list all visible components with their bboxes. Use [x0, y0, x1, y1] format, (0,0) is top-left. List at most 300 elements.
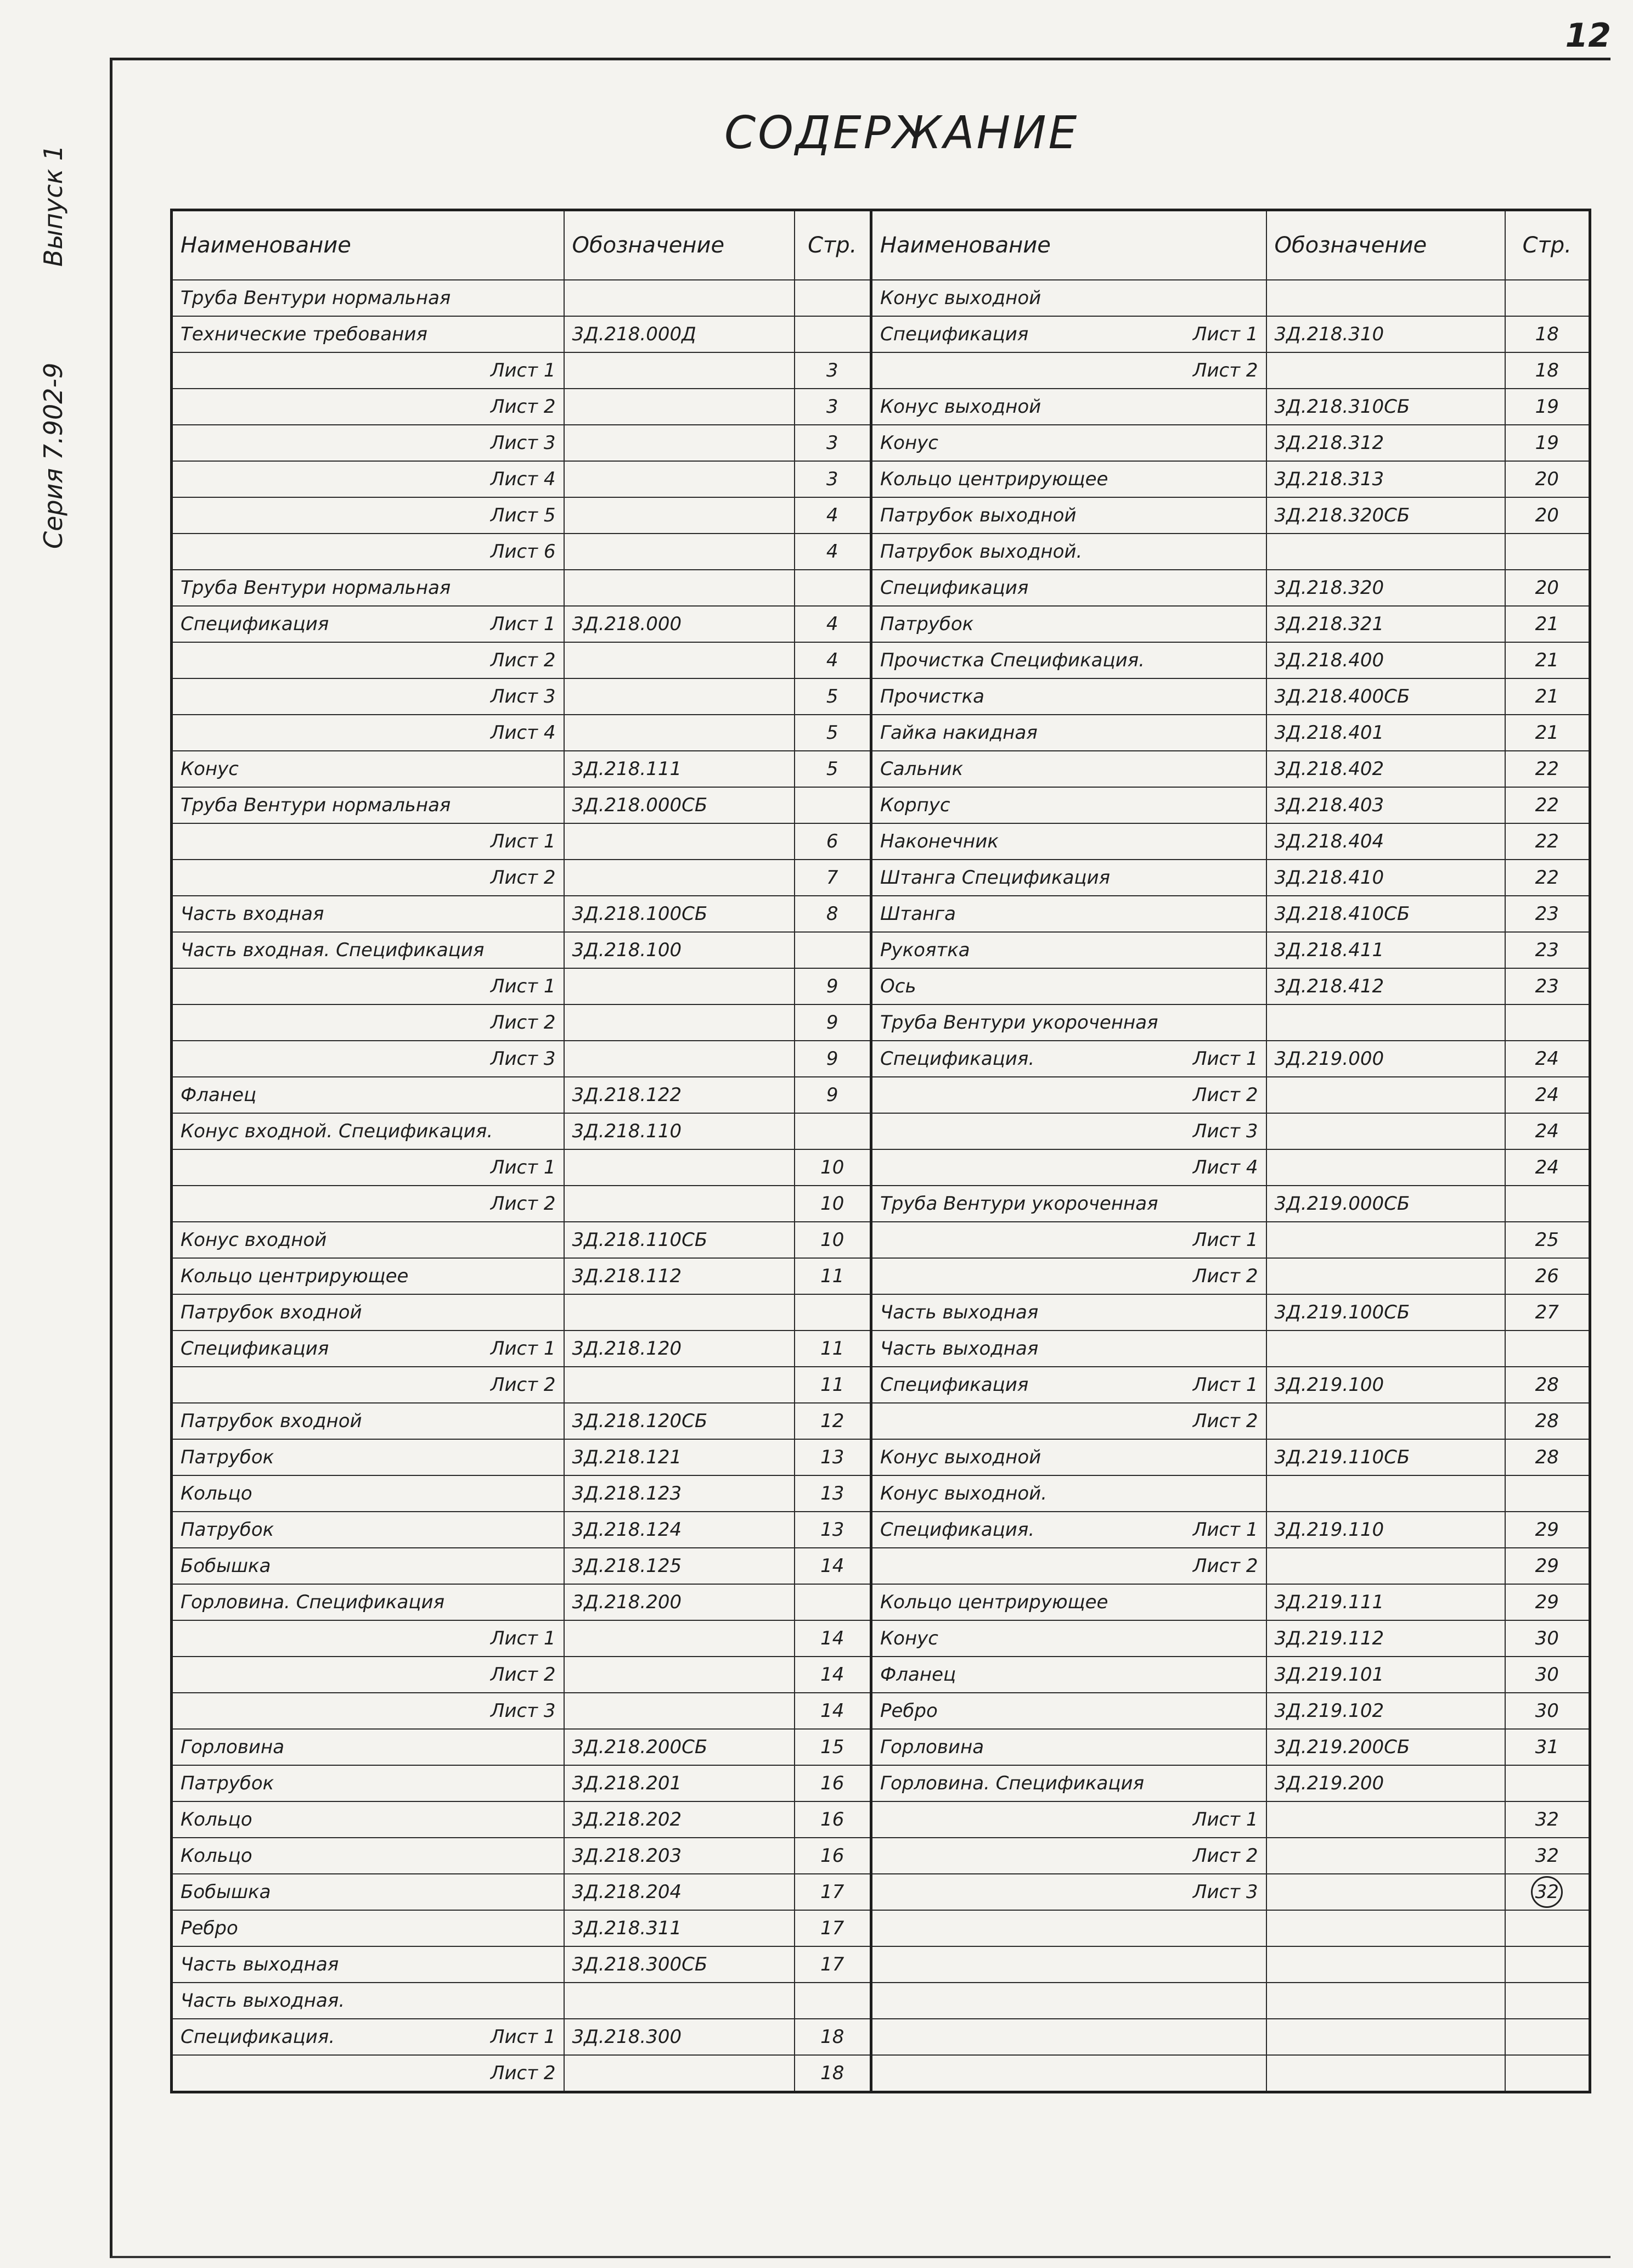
item-name: Патрубок	[181, 1446, 274, 1468]
table-row	[172, 1512, 1590, 1548]
name-cell-left	[172, 751, 564, 787]
page-cell: 26	[1505, 1258, 1590, 1294]
page-cell: 18	[1505, 316, 1590, 352]
designation-cell	[564, 1657, 795, 1693]
name-cell-left	[172, 1004, 564, 1041]
designation-cell	[1266, 1983, 1505, 2019]
name-cell-left	[172, 1765, 564, 1801]
designation-cell	[564, 715, 795, 751]
page-cell: 21	[1505, 678, 1590, 715]
table-row	[172, 1584, 1590, 1620]
sheet-label: Лист 1	[490, 830, 556, 852]
item-name: Рукоятка	[880, 939, 970, 961]
name-cell-right	[871, 715, 1266, 751]
sheet-label: Лист 1	[1192, 1229, 1258, 1251]
name-cell-left	[172, 1077, 564, 1113]
page-cell: 29	[1505, 1512, 1590, 1548]
contents-table	[170, 209, 1591, 2093]
name-cell-right	[871, 1910, 1266, 1946]
designation-cell	[564, 860, 795, 896]
name-cell-left	[172, 715, 564, 751]
name-cell-right	[871, 1367, 1266, 1403]
designation-cell	[564, 1041, 795, 1077]
name-cell-left	[172, 1475, 564, 1512]
page-cell: 17	[795, 1874, 871, 1910]
designation-cell	[564, 1294, 795, 1331]
item-name: Кольцо	[181, 1845, 252, 1867]
sheet-label: Лист 2	[490, 2062, 556, 2084]
series-label: Серия 7.902-9	[38, 362, 68, 549]
item-name: Патрубок	[880, 613, 974, 635]
designation-cell: 3Д.219.111	[1266, 1584, 1505, 1620]
item-name: Штанга Спецификация	[880, 867, 1111, 889]
item-name: Бобышка	[181, 1555, 271, 1577]
name-cell-left	[172, 1439, 564, 1475]
page-cell: 10	[795, 1222, 871, 1258]
table-row	[172, 1041, 1590, 1077]
page-cell: 22	[1505, 751, 1590, 787]
designation-cell	[1266, 534, 1505, 570]
page-cell: 9	[795, 1077, 871, 1113]
page-cell	[1505, 1331, 1590, 1367]
item-name: Прочистка Спецификация.	[880, 649, 1145, 671]
designation-cell	[564, 1367, 795, 1403]
page-cell: 14	[795, 1657, 871, 1693]
table-row	[172, 860, 1590, 896]
name-cell-left	[172, 787, 564, 823]
table-row	[172, 1258, 1590, 1294]
page-cell: 3	[795, 461, 871, 497]
designation-cell: 3Д.219.110СБ	[1266, 1439, 1505, 1475]
page-cell	[1505, 1910, 1590, 1946]
table-row	[172, 1004, 1590, 1041]
designation-cell	[1266, 1874, 1505, 1910]
designation-cell: 3Д.218.000СБ	[564, 787, 795, 823]
table-row	[172, 642, 1590, 678]
item-name: Горловина. Спецификация	[181, 1591, 445, 1613]
item-name: Корпус	[880, 794, 950, 816]
name-cell-right	[871, 1439, 1266, 1475]
page-cell: 14	[795, 1548, 871, 1584]
table-row	[172, 1367, 1590, 1403]
designation-cell	[1266, 1149, 1505, 1186]
name-cell-right	[871, 570, 1266, 606]
page-cell: 9	[795, 1004, 871, 1041]
page-cell	[1505, 1765, 1590, 1801]
page-cell: 5	[795, 751, 871, 787]
name-cell-right	[871, 497, 1266, 534]
item-name: Бобышка	[181, 1881, 271, 1903]
sheet-label: Лист 2	[490, 649, 556, 671]
table-row	[172, 1149, 1590, 1186]
designation-cell	[1266, 1910, 1505, 1946]
designation-cell	[1266, 1222, 1505, 1258]
page-cell: 30	[1505, 1693, 1590, 1729]
designation-cell: 3Д.218.411	[1266, 932, 1505, 968]
page-cell: 4	[795, 642, 871, 678]
sheet-label: Лист 2	[490, 1012, 556, 1034]
name-cell-right	[871, 1186, 1266, 1222]
designation-cell	[564, 461, 795, 497]
designation-cell: 3Д.218.321	[1266, 606, 1505, 642]
page-cell	[795, 316, 871, 352]
name-cell-right	[871, 1838, 1266, 1874]
page-number: 12	[1565, 16, 1611, 55]
designation-cell: 3Д.218.122	[564, 1077, 795, 1113]
designation-cell: 3Д.218.410	[1266, 860, 1505, 896]
page-cell: 13	[795, 1512, 871, 1548]
sheet-label: Лист 1	[490, 975, 556, 997]
page-cell: 27	[1505, 1294, 1590, 1331]
sheet-label: Лист 6	[490, 541, 556, 563]
name-cell-left	[172, 425, 564, 461]
designation-cell: 3Д.219.000	[1266, 1041, 1505, 1077]
designation-cell: 3Д.218.311	[564, 1910, 795, 1946]
designation-cell: 3Д.219.200СБ	[1266, 1729, 1505, 1765]
item-name: Конус	[880, 432, 938, 454]
name-cell-right	[871, 1983, 1266, 2019]
designation-cell: 3Д.218.400	[1266, 642, 1505, 678]
item-name: Ребро	[181, 1917, 238, 1939]
name-cell-left	[172, 1910, 564, 1946]
name-cell-right	[871, 1946, 1266, 1983]
designation-cell: 3Д.218.110	[564, 1113, 795, 1149]
page-cell: 23	[1505, 968, 1590, 1004]
table-row	[172, 968, 1590, 1004]
page-cell: 16	[795, 1765, 871, 1801]
page-cell: 11	[795, 1367, 871, 1403]
designation-cell: 3Д.218.111	[564, 751, 795, 787]
designation-cell	[1266, 1838, 1505, 1874]
page-cell: 28	[1505, 1367, 1590, 1403]
item-name: Прочистка	[880, 686, 985, 708]
table-row	[172, 280, 1590, 316]
designation-cell: 3Д.218.300	[564, 2019, 795, 2055]
page-cell: 5	[795, 715, 871, 751]
item-name: Патрубок выходной	[880, 504, 1077, 526]
page-cell: 10	[795, 1186, 871, 1222]
page-cell: 19	[1505, 389, 1590, 425]
name-cell-right	[871, 606, 1266, 642]
table-row	[172, 1548, 1590, 1584]
table-row	[172, 1439, 1590, 1475]
page-cell: 10	[795, 1149, 871, 1186]
page-cell	[1505, 280, 1590, 316]
designation-cell: 3Д.218.402	[1266, 751, 1505, 787]
name-cell-left	[172, 932, 564, 968]
designation-cell: 3Д.219.112	[1266, 1620, 1505, 1657]
page-cell: 24	[1505, 1077, 1590, 1113]
table-row	[172, 1657, 1590, 1693]
name-cell-left	[172, 389, 564, 425]
table-row	[172, 497, 1590, 534]
name-cell-left	[172, 1801, 564, 1838]
name-cell-left	[172, 316, 564, 352]
designation-cell: 3Д.218.310	[1266, 316, 1505, 352]
name-cell-right	[871, 1548, 1266, 1584]
name-cell-left	[172, 1367, 564, 1403]
item-name: Кольцо центрирующее	[181, 1265, 409, 1287]
sheet-label: Лист 1	[490, 1157, 556, 1178]
table-row	[172, 1222, 1590, 1258]
designation-cell	[564, 280, 795, 316]
designation-cell: 3Д.218.400СБ	[1266, 678, 1505, 715]
page-cell: 6	[795, 823, 871, 860]
name-cell-left	[172, 534, 564, 570]
page-cell	[795, 1584, 871, 1620]
page-cell	[795, 1113, 871, 1149]
designation-cell	[1266, 1331, 1505, 1367]
name-cell-left	[172, 1149, 564, 1186]
name-cell-left	[172, 1657, 564, 1693]
page-cell: 24	[1505, 1113, 1590, 1149]
designation-cell: 3Д.218.121	[564, 1439, 795, 1475]
page-cell: 13	[795, 1439, 871, 1475]
name-cell-left	[172, 1294, 564, 1331]
item-name: Спецификация	[880, 1374, 1029, 1396]
name-cell-left	[172, 2055, 564, 2092]
item-name: Труба Вентури нормальная	[181, 577, 451, 599]
sheet-label: Лист 2	[1192, 1084, 1258, 1106]
item-name: Конус выходной.	[880, 1483, 1048, 1504]
table-row	[172, 1765, 1590, 1801]
name-cell-left	[172, 1620, 564, 1657]
name-cell-left	[172, 1693, 564, 1729]
table-row	[172, 1838, 1590, 1874]
name-cell-left	[172, 1874, 564, 1910]
table-row	[172, 1403, 1590, 1439]
name-cell-left	[172, 1041, 564, 1077]
header-name-right: Наименование	[871, 210, 1266, 280]
name-cell-right	[871, 1801, 1266, 1838]
designation-cell	[1266, 1077, 1505, 1113]
sheet-label: Лист 2	[490, 1374, 556, 1396]
name-cell-right	[871, 2019, 1266, 2055]
sheet-label: Лист 1	[1192, 1374, 1258, 1396]
designation-cell	[564, 968, 795, 1004]
sheet-label: Лист 4	[490, 722, 556, 744]
designation-cell	[564, 823, 795, 860]
name-cell-right	[871, 1584, 1266, 1620]
name-cell-left	[172, 1512, 564, 1548]
item-name: Технические требования	[181, 323, 427, 345]
designation-cell: 3Д.218.403	[1266, 787, 1505, 823]
item-name: Кольцо центрирующее	[880, 1591, 1108, 1613]
page-cell: 18	[1505, 352, 1590, 389]
designation-cell: 3Д.219.100СБ	[1266, 1294, 1505, 1331]
item-name: Конус входной	[181, 1229, 327, 1251]
designation-cell: 3Д.218.125	[564, 1548, 795, 1584]
name-cell-right	[871, 642, 1266, 678]
table-row	[172, 678, 1590, 715]
side-stamp	[38, 57, 68, 549]
item-name: Часть входная. Спецификация	[181, 939, 485, 961]
name-cell-left	[172, 1584, 564, 1620]
header-page-right: Стр.	[1505, 210, 1590, 280]
table-row	[172, 715, 1590, 751]
table-row	[172, 1475, 1590, 1512]
designation-cell: 3Д.218.120СБ	[564, 1403, 795, 1439]
table-row	[172, 606, 1590, 642]
item-name: Спецификация	[181, 613, 329, 635]
name-cell-left	[172, 860, 564, 896]
designation-cell	[1266, 1801, 1505, 1838]
table-row	[172, 787, 1590, 823]
sheet-label: Лист 2	[490, 1664, 556, 1686]
name-cell-left	[172, 1186, 564, 1222]
item-name: Часть выходная	[181, 1953, 339, 1975]
page-cell: 24	[1505, 1149, 1590, 1186]
name-cell-right	[871, 1294, 1266, 1331]
page-cell: 23	[1505, 896, 1590, 932]
page-cell: 28	[1505, 1403, 1590, 1439]
item-name: Горловина	[880, 1736, 984, 1758]
page-cell: 5	[795, 678, 871, 715]
name-cell-left	[172, 497, 564, 534]
page-cell	[1505, 1874, 1590, 1910]
sheet-label: Лист 1	[490, 613, 556, 635]
name-cell-right	[871, 2055, 1266, 2092]
table-row	[172, 534, 1590, 570]
name-cell-right	[871, 932, 1266, 968]
page-title: СОДЕРЖАНИЕ	[724, 107, 1079, 159]
page-cell: 32	[1505, 1801, 1590, 1838]
name-cell-right	[871, 389, 1266, 425]
page-cell	[1505, 1946, 1590, 1983]
designation-cell: 3Д.219.101	[1266, 1657, 1505, 1693]
page-cell: 20	[1505, 461, 1590, 497]
item-name: Часть выходная	[880, 1301, 1039, 1323]
name-cell-right	[871, 1874, 1266, 1910]
table-row	[172, 1294, 1590, 1331]
sheet-label: Лист 3	[490, 1700, 556, 1722]
designation-cell: 3Д.218.401	[1266, 715, 1505, 751]
page-cell	[1505, 1186, 1590, 1222]
name-cell-left	[172, 606, 564, 642]
sheet-label: Лист 1	[490, 1338, 556, 1360]
name-cell-right	[871, 1475, 1266, 1512]
designation-cell: 3Д.218.300СБ	[564, 1946, 795, 1983]
designation-cell: 3Д.218.320СБ	[1266, 497, 1505, 534]
page-cell: 20	[1505, 570, 1590, 606]
page-cell	[795, 1983, 871, 2019]
item-name: Часть входная	[181, 903, 324, 925]
sheet-label: Лист 2	[1192, 1265, 1258, 1287]
name-cell-left	[172, 1729, 564, 1765]
table-row	[172, 1729, 1590, 1765]
item-name: Конус	[880, 1627, 938, 1649]
table-row	[172, 1874, 1590, 1910]
page-cell: 11	[795, 1331, 871, 1367]
sheet-label: Лист 3	[490, 432, 556, 454]
designation-cell	[1266, 1258, 1505, 1294]
table-row	[172, 316, 1590, 352]
item-name: Патрубок входной	[181, 1410, 362, 1432]
designation-cell	[1266, 2019, 1505, 2055]
page-cell: 32	[1505, 1838, 1590, 1874]
designation-cell	[1266, 2055, 1505, 2092]
table-row	[172, 1077, 1590, 1113]
designation-cell: 3Д.218.123	[564, 1475, 795, 1512]
page-cell: 21	[1505, 715, 1590, 751]
designation-cell: 3Д.219.110	[1266, 1512, 1505, 1548]
header-page-left: Стр.	[795, 210, 871, 280]
designation-cell: 3Д.219.000СБ	[1266, 1186, 1505, 1222]
item-name: Конус входной. Спецификация.	[181, 1120, 493, 1142]
designation-cell	[564, 642, 795, 678]
page-cell: 19	[1505, 425, 1590, 461]
page-cell: 16	[795, 1801, 871, 1838]
designation-cell: 3Д.218.100СБ	[564, 896, 795, 932]
designation-cell	[1266, 1403, 1505, 1439]
table-row	[172, 425, 1590, 461]
page-cell	[1505, 2019, 1590, 2055]
table-row	[172, 751, 1590, 787]
name-cell-right	[871, 1512, 1266, 1548]
sheet-label: Лист 3	[1192, 1881, 1258, 1903]
sheet-label: Лист 3	[490, 1048, 556, 1070]
name-cell-right	[871, 1258, 1266, 1294]
page-cell: 15	[795, 1729, 871, 1765]
designation-cell	[564, 1620, 795, 1657]
name-cell-right	[871, 280, 1266, 316]
page-cell	[1505, 1004, 1590, 1041]
page-cell: 21	[1505, 642, 1590, 678]
page-cell: 3	[795, 352, 871, 389]
item-name: Спецификация.	[880, 1048, 1035, 1070]
designation-cell	[1266, 1946, 1505, 1983]
page-cell: 4	[795, 534, 871, 570]
page-cell: 3	[795, 389, 871, 425]
sheet-label: Лист 2	[1192, 360, 1258, 381]
item-name: Ось	[880, 975, 916, 997]
name-cell-right	[871, 1693, 1266, 1729]
page-cell: 31	[1505, 1729, 1590, 1765]
item-name: Труба Вентури нормальная	[181, 794, 451, 816]
name-cell-right	[871, 1149, 1266, 1186]
item-name: Наконечник	[880, 830, 999, 852]
designation-cell: 3Д.218.000	[564, 606, 795, 642]
page-cell: 9	[795, 1041, 871, 1077]
sheet-label: Лист 3	[490, 686, 556, 708]
table-row	[172, 932, 1590, 968]
item-name: Труба Вентури нормальная	[181, 287, 451, 309]
item-name: Кольцо центрирующее	[880, 468, 1108, 490]
item-name: Часть выходная.	[181, 1990, 345, 2012]
page-cell	[795, 570, 871, 606]
designation-cell: 3Д.218.404	[1266, 823, 1505, 860]
designation-cell: 3Д.218.312	[1266, 425, 1505, 461]
contents-body	[172, 280, 1590, 2092]
sheet-label: Лист 2	[1192, 1845, 1258, 1867]
item-name: Ребро	[880, 1700, 938, 1722]
sheet-label: Лист 1	[1192, 1519, 1258, 1541]
designation-cell: 3Д.218.200	[564, 1584, 795, 1620]
name-cell-right	[871, 1331, 1266, 1367]
name-cell-left	[172, 968, 564, 1004]
name-cell-right	[871, 1765, 1266, 1801]
item-name: Штанга	[880, 903, 956, 925]
item-name: Спецификация	[880, 577, 1029, 599]
item-name: Патрубок входной	[181, 1301, 362, 1323]
name-cell-left	[172, 1838, 564, 1874]
page-cell: 17	[795, 1946, 871, 1983]
designation-cell: 3Д.218.100	[564, 932, 795, 968]
designation-cell: 3Д.218.124	[564, 1512, 795, 1548]
page-cell: 16	[795, 1838, 871, 1874]
page-cell: 28	[1505, 1439, 1590, 1475]
name-cell-left	[172, 1258, 564, 1294]
